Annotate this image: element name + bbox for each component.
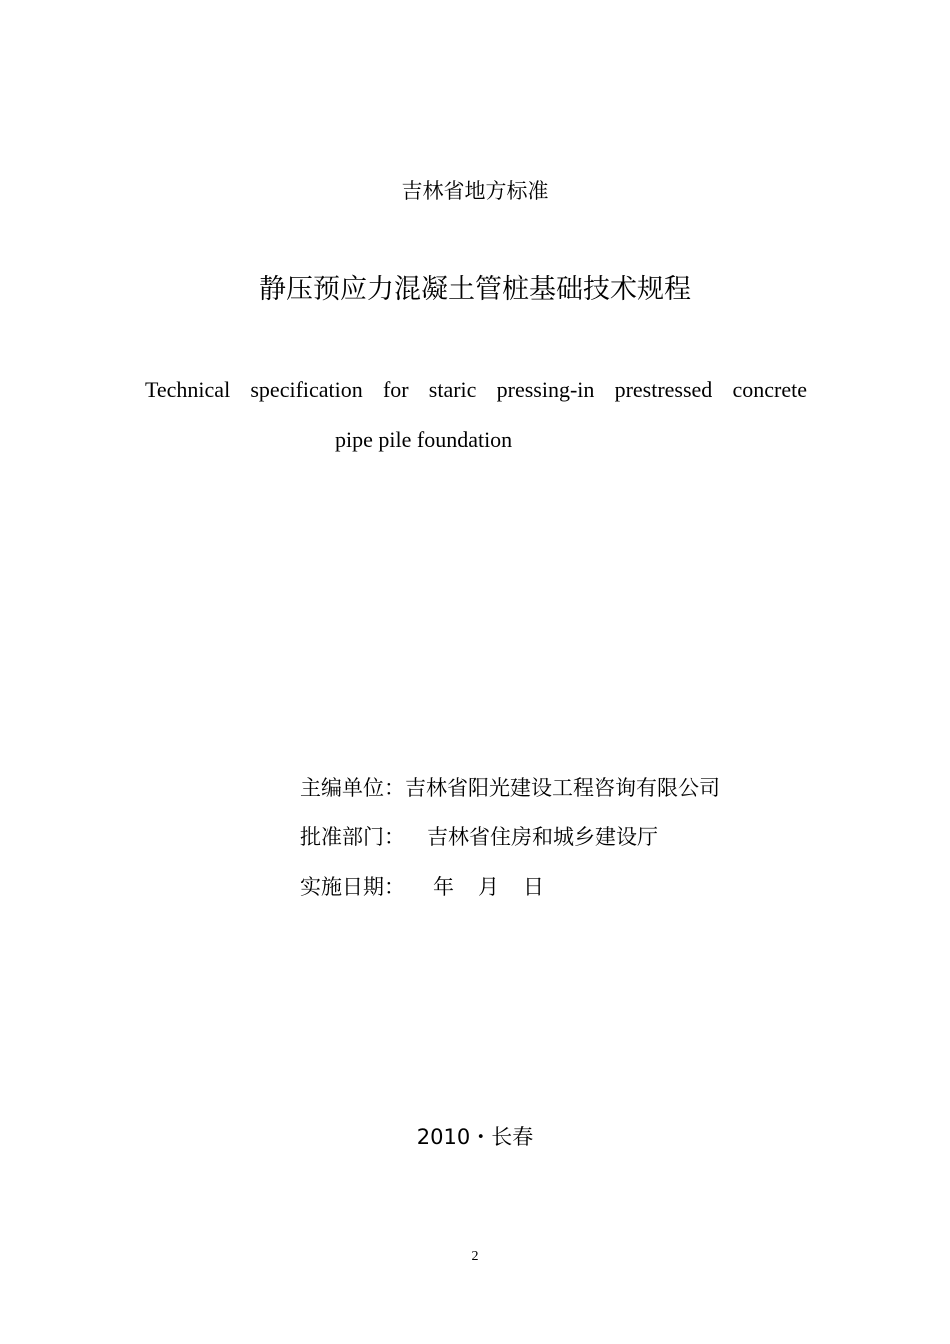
document-title-english-line-1: Technical specification for staric pressing-in prestressed concrete [145,377,807,402]
document-title-chinese: 静压预应力混凝土管桩基础技术规程 [259,274,691,305]
approval-department-row [300,822,658,852]
implementation-date-label: 实施日期： [300,875,405,899]
document-title-english-line-2: pipe pile foundation [335,427,513,452]
implementation-date-value [433,872,544,902]
date-year-unit: 年 [433,875,454,899]
standard-type-heading: 吉林省地方标准 [401,179,549,203]
page-number: 2 [471,1249,479,1264]
implementation-date-row [300,872,544,902]
date-month-unit: 月 [478,875,499,899]
editor-unit-row [300,773,720,803]
editor-unit-label: 主编单位： [300,776,405,800]
approval-department-value: 吉林省住房和城乡建设厅 [427,825,658,849]
editor-unit-value: 吉林省阳光建设工程咨询有限公司 [405,776,720,800]
date-day-unit: 日 [523,875,544,899]
publication-year-place: 2010・长春 [416,1125,534,1149]
approval-department-label: 批准部门： [300,825,405,849]
